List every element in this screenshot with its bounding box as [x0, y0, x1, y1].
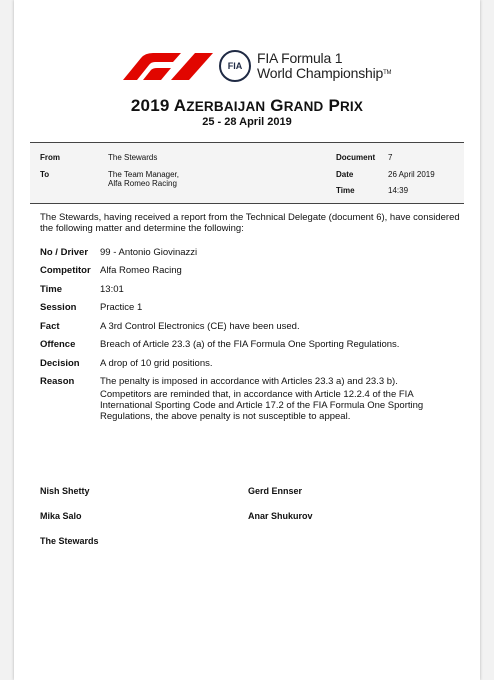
date-label: Date [336, 170, 354, 179]
to-value-line: The Team Manager, [108, 170, 180, 179]
detail-label: Offence [40, 339, 76, 350]
fia-badge [219, 50, 251, 82]
detail-label: Reason [40, 376, 75, 387]
detail-value: Breach of Article 23.3 (a) of the FIA Formula One Sporting Regulations. [100, 339, 400, 350]
title-part: G [265, 96, 284, 115]
from-label: From [40, 153, 60, 162]
title-part: P [323, 96, 340, 115]
document-value: 7 [388, 153, 393, 162]
title-part: RAND [283, 99, 324, 114]
header-logo [109, 44, 409, 92]
to-label: To [40, 170, 50, 179]
brand-name [257, 51, 391, 81]
from-value: The Stewards [108, 153, 158, 162]
detail-value: Alfa Romeo Racing [100, 265, 182, 276]
brand-line2 [257, 66, 391, 81]
detail-label: Decision [40, 358, 80, 369]
title-part: ZERBAIJAN [186, 99, 266, 114]
brand-line1: FIA Formula 1 [257, 50, 343, 66]
f1-logo-icon [109, 52, 213, 80]
memo-box [30, 142, 464, 204]
time-label: Time [336, 186, 355, 195]
steward-name: Mika Salo [40, 511, 82, 521]
intro-text: The Stewards, having received a report from the Technical Delegate (document 6), have considered the following matter and determine the following: [40, 212, 460, 234]
detail-value: A 3rd Control Electronics (CE) have been used. [100, 321, 300, 332]
event-title [14, 96, 480, 116]
event-dates: 25 - 28 April 2019 [202, 116, 292, 128]
appeal-note: Competitors are reminded that, in accordance with Article 12.2.4 of the FIA International Sporting Code and Article 17.2 of the FIA Formula One Sporting Regulations, the above penalty is not susceptible to appeal. [100, 389, 424, 422]
to-value [108, 170, 179, 188]
signature-footer: The Stewards [40, 536, 99, 546]
to-value-line: Alfa Romeo Racing [108, 179, 177, 188]
date-value: 26 April 2019 [388, 170, 435, 179]
detail-label: Time [40, 284, 63, 295]
steward-name: Nish Shetty [40, 486, 90, 496]
detail-value: 13:01 [100, 284, 124, 295]
detail-label: Competitor [40, 265, 91, 276]
detail-value: A drop of 10 grid positions. [100, 358, 213, 369]
title-part: 2019 A [130, 96, 187, 115]
detail-value: 99 - Antonio Giovinazzi [100, 247, 198, 258]
trademark: TM [383, 70, 392, 76]
document-page [14, 0, 480, 680]
document-label: Document [336, 153, 376, 162]
detail-label: No / Driver [40, 247, 89, 258]
title-part: RIX [339, 99, 364, 114]
detail-label: Fact [40, 321, 60, 332]
steward-name: Anar Shukurov [248, 511, 313, 521]
steward-name: Gerd Ennser [248, 486, 303, 496]
detail-value: The penalty is imposed in accordance with Articles 23.3 a) and 23.3 b). [100, 376, 398, 387]
detail-label: Session [40, 302, 77, 313]
brand-line2-text: World Championship [257, 65, 384, 81]
detail-value: Practice 1 [100, 302, 143, 313]
time-value: 14:39 [388, 186, 409, 195]
fia-badge-text: FIA [227, 61, 243, 71]
